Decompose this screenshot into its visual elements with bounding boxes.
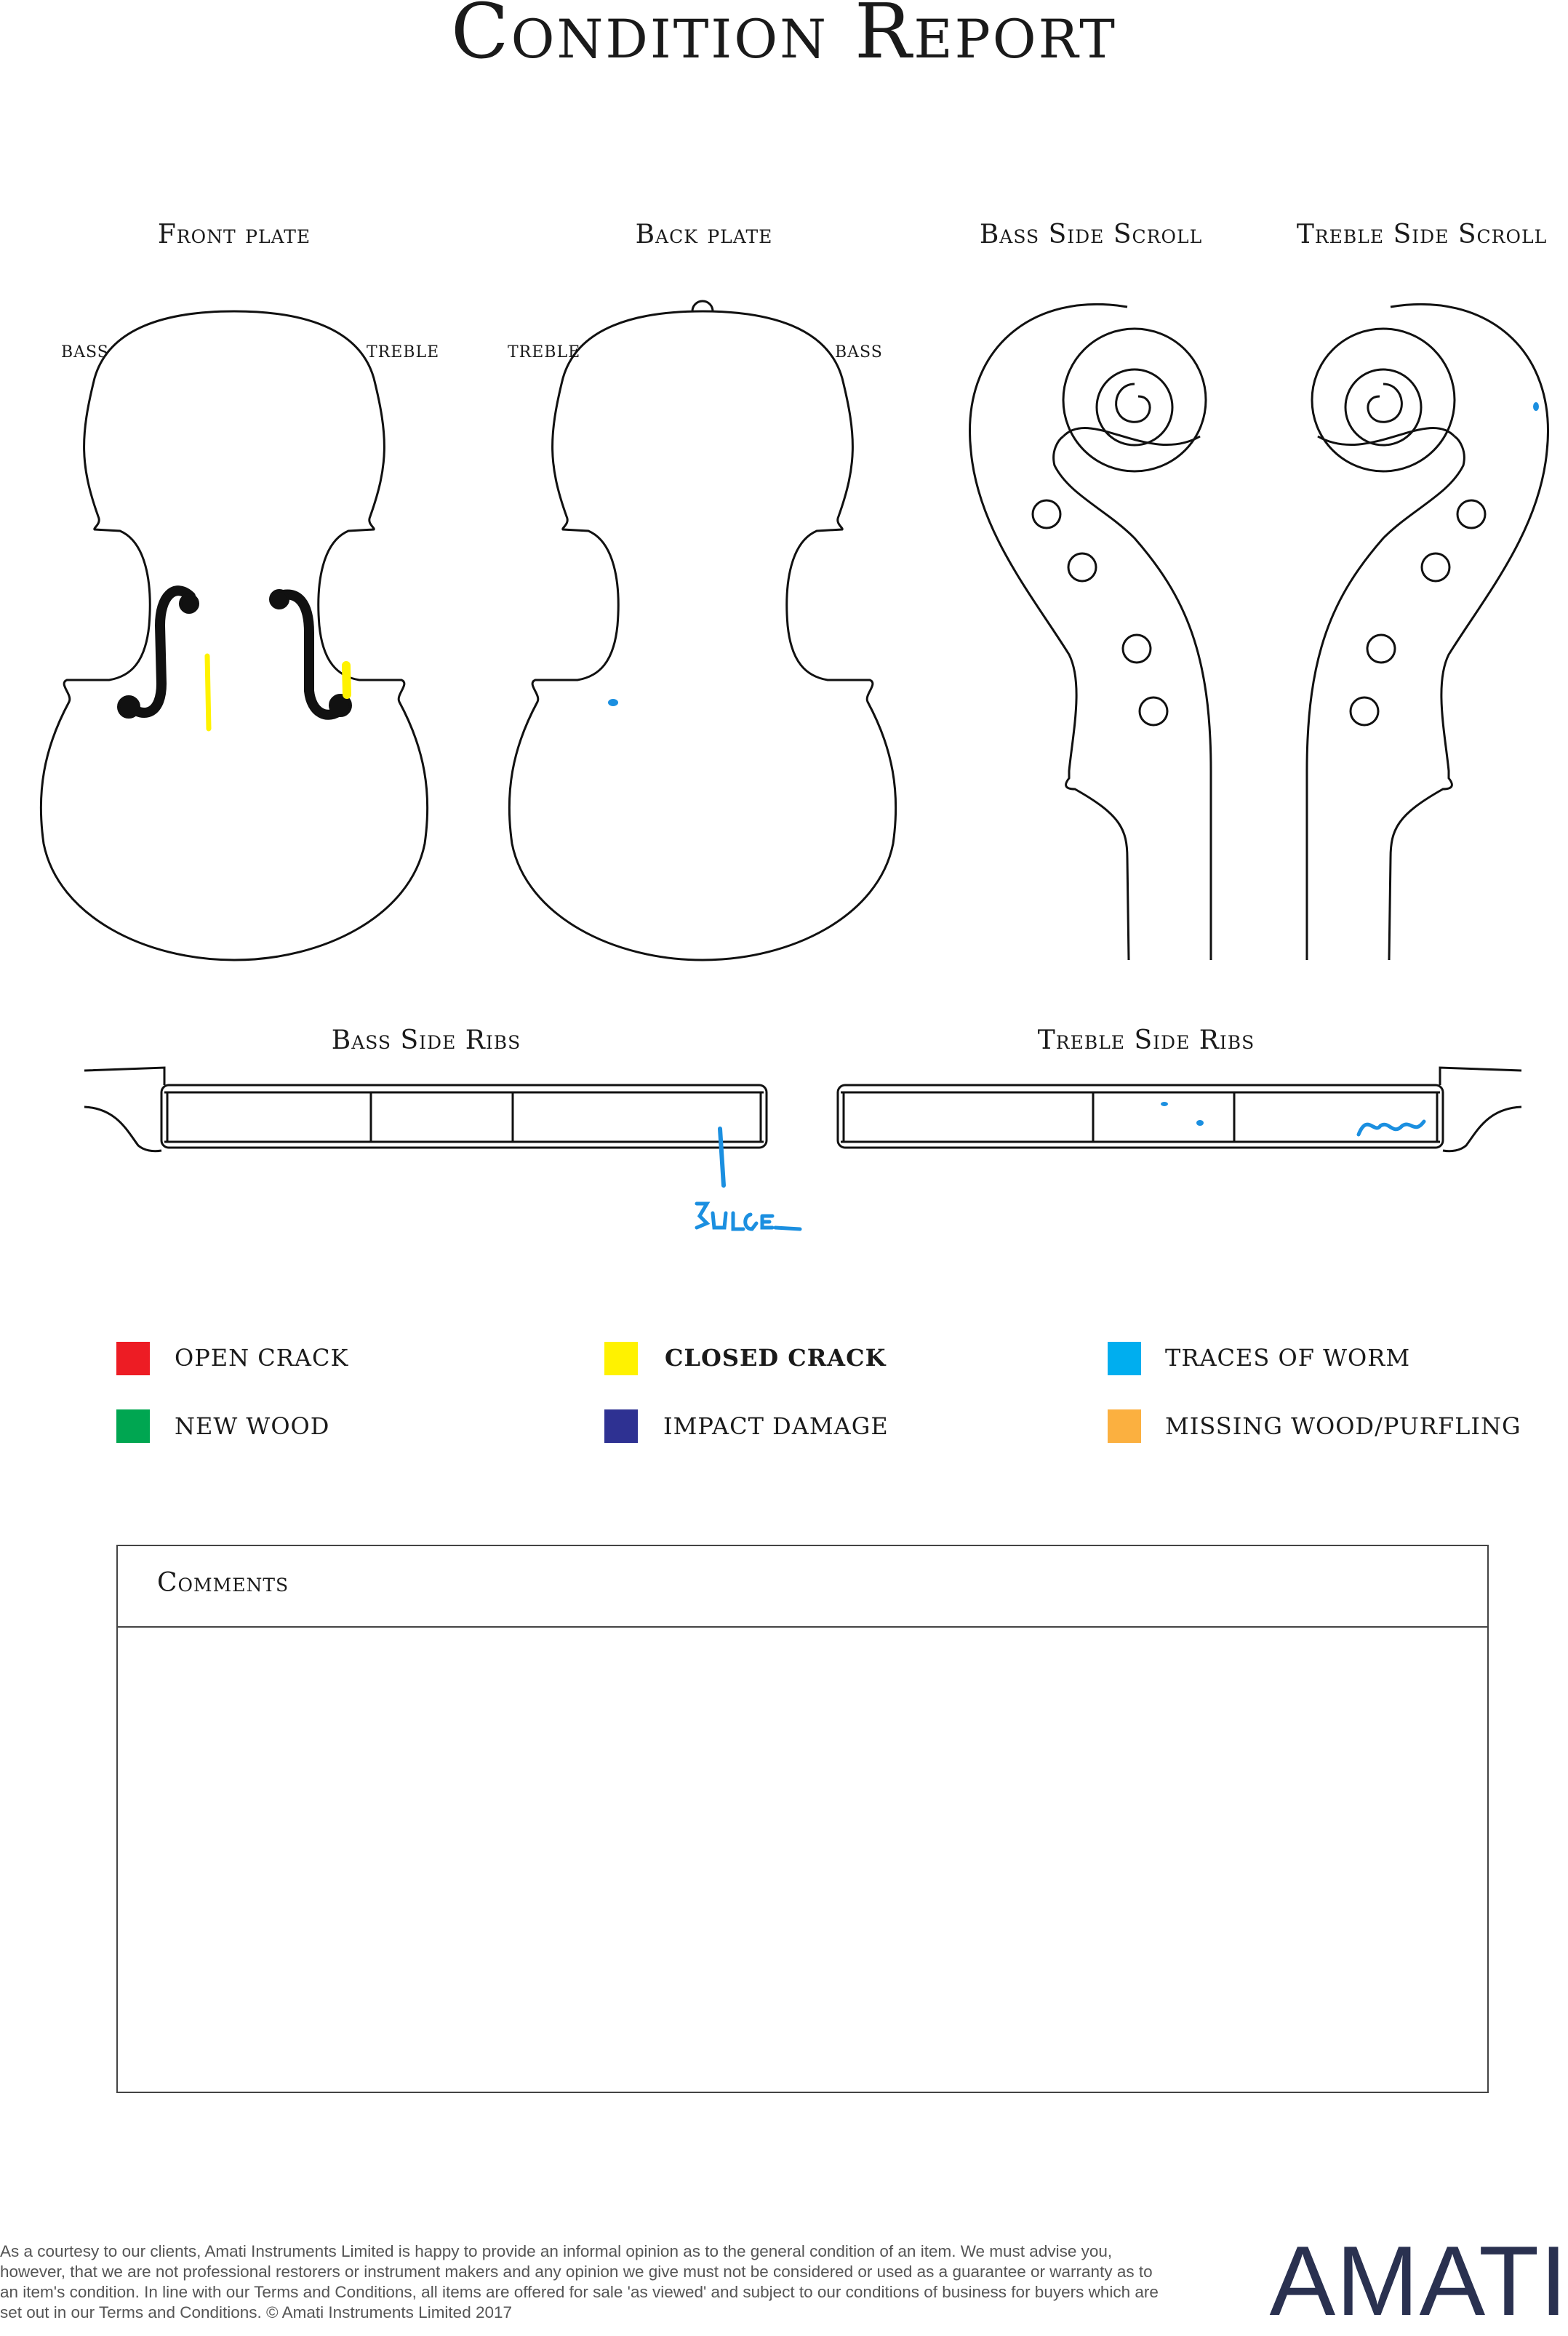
bulge-arrow	[720, 1129, 724, 1185]
worm-mark	[608, 699, 618, 706]
key-label-missing-wood: MISSING WOOD/PURFLING	[1165, 1412, 1521, 1440]
treble-side-scroll-label: Treble Side Scroll	[1296, 220, 1548, 249]
key-label-closed-crack: CLOSED CRACK	[665, 1344, 887, 1372]
f-hole-treble	[278, 594, 342, 714]
bass-scroll-outline	[970, 304, 1129, 960]
worm-mark-rib-2	[1196, 1120, 1204, 1126]
treble-scroll-outline	[1389, 304, 1548, 960]
comments-title: Comments	[157, 1568, 289, 1598]
back-plate-outline	[509, 311, 895, 960]
back-treble-label: TREBLE	[508, 343, 581, 361]
key-label-new-wood: NEW WOOD	[175, 1412, 330, 1440]
f-holes	[119, 591, 351, 717]
comments-box	[116, 1545, 1489, 2093]
bass-side-scroll-label: Bass Side Scroll	[979, 220, 1203, 249]
key-swatch-open-crack	[116, 1342, 150, 1375]
comments-header	[118, 1546, 1487, 1628]
page-title: Condition Report	[451, 0, 1117, 76]
key-label-open-crack: OPEN CRACK	[175, 1344, 349, 1372]
worm-mark-scroll	[1533, 402, 1539, 411]
front-plate-label: Front plate	[157, 220, 311, 249]
back-button	[692, 301, 713, 311]
treble-ribs-outline	[838, 1085, 1443, 1148]
amati-logo: AMATI	[1269, 2225, 1568, 2336]
bulge-text	[697, 1204, 800, 1229]
worm-mark-rib-3	[1359, 1121, 1424, 1135]
worm-mark-rib-1	[1161, 1102, 1168, 1106]
condition-markings	[207, 402, 1539, 1229]
key-swatch-closed-crack	[604, 1342, 638, 1375]
back-plate-label: Back plate	[635, 220, 773, 249]
key-label-traces-of-worm: TRACES OF WORM	[1165, 1344, 1411, 1372]
bass-ribs-outline	[161, 1085, 767, 1148]
closed-crack-mark-2	[346, 665, 347, 695]
treble-side-ribs-label: Treble Side Ribs	[1037, 1025, 1255, 1055]
bass-side-ribs-label: Bass Side Ribs	[331, 1025, 521, 1055]
front-plate-outline	[41, 311, 427, 960]
key-label-impact-damage: IMPACT DAMAGE	[663, 1412, 889, 1440]
front-treble-label: TREBLE	[367, 343, 440, 361]
back-bass-label: BASS	[835, 343, 883, 361]
key-swatch-impact-damage	[604, 1409, 638, 1443]
front-bass-label: BASS	[61, 343, 109, 361]
key-swatch-new-wood	[116, 1409, 150, 1443]
closed-crack-mark	[207, 656, 209, 729]
disclaimer-text: As a courtesy to our clients, Amati Instruments Limited is happy to provide an informal opinion as to the general condition of an item. We must advise you, however, that we are not professional restorers or instrument makers and any opinion we give must not be considered or used as a guarantee or warranty as to an item's condition. In line with our Terms and Conditions, all items are offered for sale 'as viewed' and subject to our conditions of business for buyers which are set out in our Terms and Conditions. © Amati Instruments Limited 2017	[0, 2242, 1159, 2321]
key-swatch-traces-of-worm	[1108, 1342, 1141, 1375]
key-swatch-missing-wood	[1108, 1409, 1141, 1443]
